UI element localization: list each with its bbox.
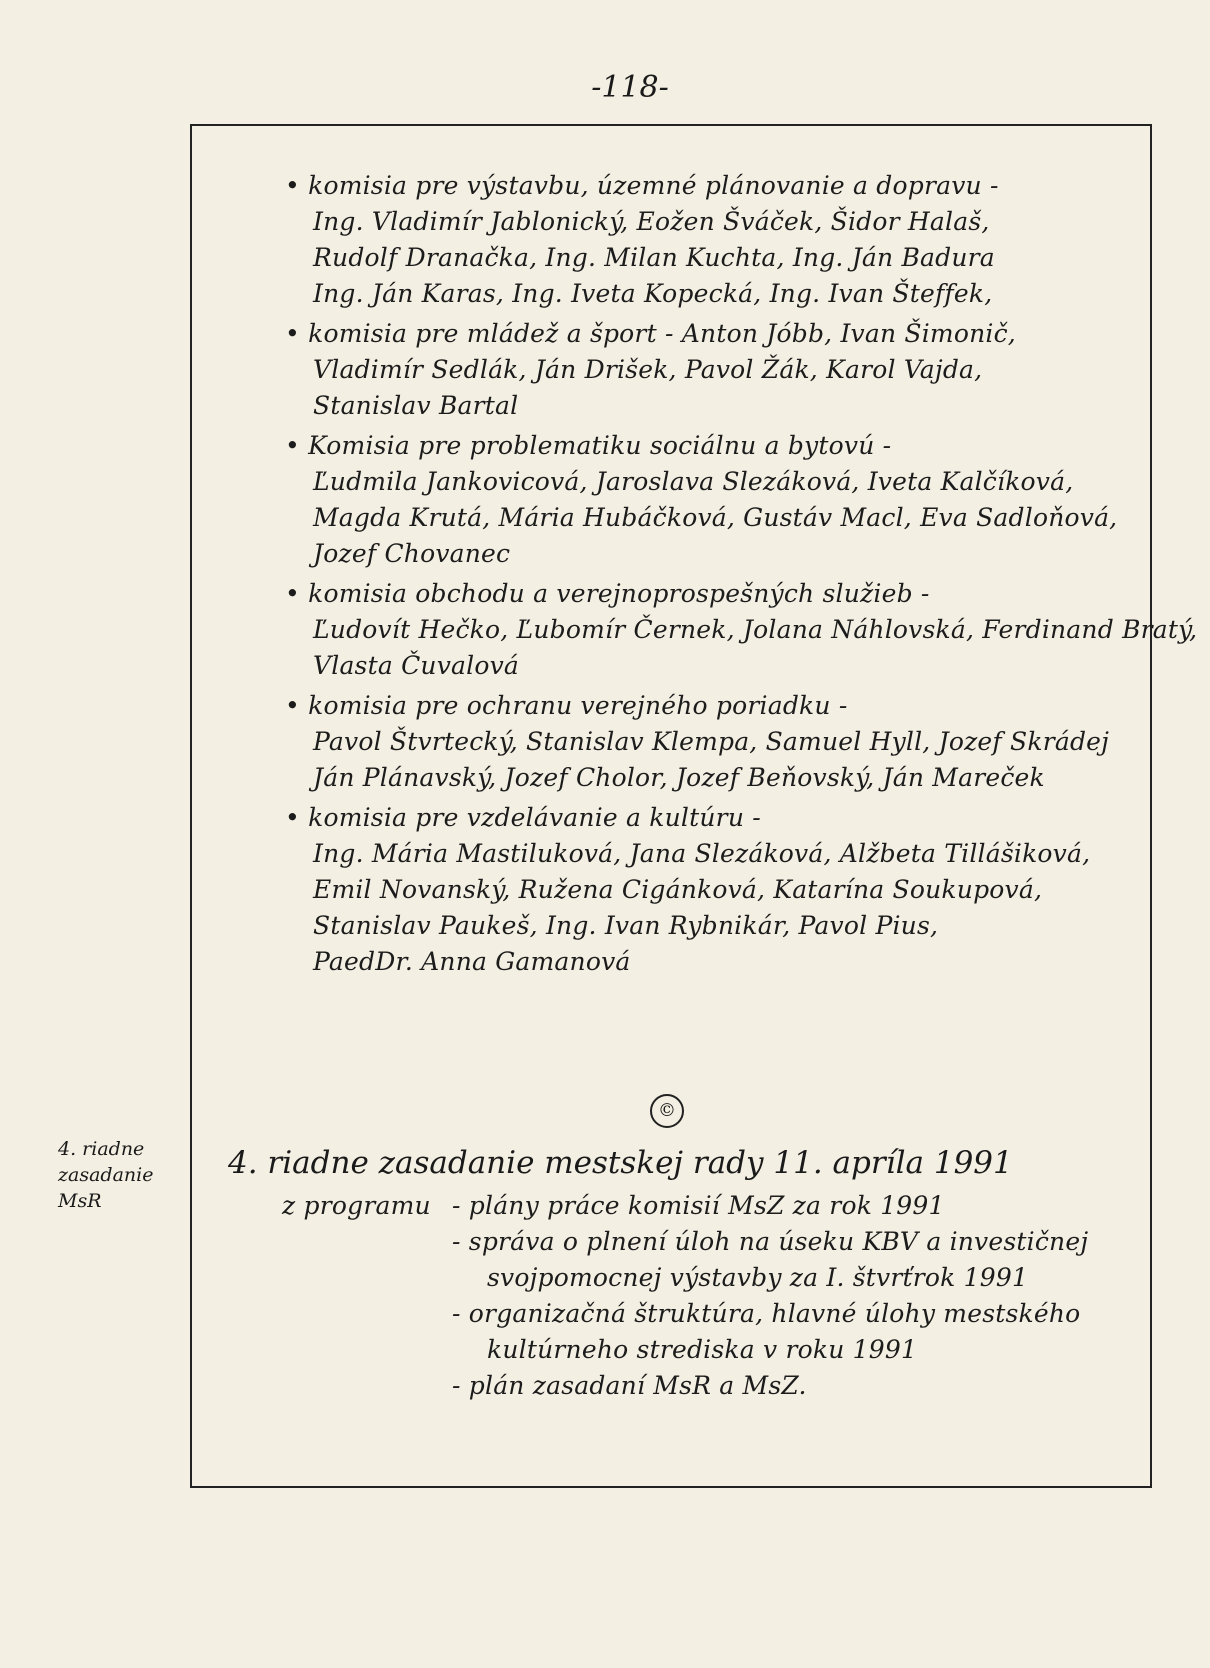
program-item: - správa o plnení úloh na úseku KBV a investičnej xyxy=(452,1227,1089,1256)
commission-title: • komisia pre mládež a šport - Anton Jóbb, Ivan Šimonič, xyxy=(285,316,1145,352)
commission-entry xyxy=(285,316,1145,424)
members-line: Ľudmila Jankovicová, Jaroslava Slezáková, Iveta Kalčíková, xyxy=(313,467,1074,496)
program-item: - organizačná štruktúra, hlavné úlohy mestského xyxy=(452,1299,1081,1328)
program-row xyxy=(282,1296,1152,1332)
margin-note-line: 4. riadne xyxy=(58,1138,145,1160)
program-list xyxy=(282,1188,1152,1404)
commission-title: • komisia obchodu a verejnoprospešných služieb - xyxy=(285,576,1145,612)
commission-members xyxy=(285,352,1145,424)
commission-list xyxy=(285,168,1198,984)
commission-entry xyxy=(285,800,1145,980)
members-line: Ľudovít Hečko, Ľubomír Černek, Jolana Náhlovská, Ferdinand Bratý, xyxy=(313,615,1198,644)
commission-members xyxy=(285,612,1198,684)
members-line: Jozef Chovanec xyxy=(313,539,511,568)
members-line: Pavol Štvrtecký, Stanislav Klempa, Samuel Hyll, Jozef Skrádej xyxy=(313,727,1110,756)
program-row xyxy=(282,1368,1152,1404)
margin-note-line: MsR xyxy=(58,1190,102,1212)
copyright-icon: © xyxy=(650,1094,684,1128)
commission-members xyxy=(285,464,1145,572)
margin-note-line: zasadanie xyxy=(58,1164,154,1186)
members-line: Stanislav Paukeš, Ing. Ivan Rybnikár, Pavol Pius, xyxy=(313,911,939,940)
members-line: Vladimír Sedlák, Ján Drišek, Pavol Žák, Karol Vajda, xyxy=(313,355,983,384)
program-item: - plány práce komisií MsZ za rok 1991 xyxy=(452,1191,945,1220)
members-line: Rudolf Dranačka, Ing. Milan Kuchta, Ing. Ján Badura xyxy=(313,243,995,272)
members-line: Vlasta Čuvalová xyxy=(313,651,520,680)
page-number: -118- xyxy=(591,70,669,105)
meeting-section xyxy=(228,1140,1148,1186)
commission-title: • Komisia pre problematiku sociálnu a bytovú - xyxy=(285,428,1145,464)
commission-title: • komisia pre vzdelávanie a kultúru - xyxy=(285,800,1145,836)
commission-entry xyxy=(285,576,1198,684)
commission-entry xyxy=(285,428,1145,572)
commission-title: • komisia pre výstavbu, územné plánovanie a dopravu - xyxy=(285,168,1145,204)
program-item: - plán zasadaní MsR a MsZ. xyxy=(452,1371,807,1400)
commission-members xyxy=(285,836,1145,980)
meeting-heading: 4. riadne zasadanie mestskej rady 11. apríla 1991 xyxy=(228,1145,1013,1181)
program-label: z programu xyxy=(282,1191,431,1220)
members-line: Emil Novanský, Ružena Cigánková, Katarína Soukupová, xyxy=(313,875,1043,904)
members-line: PaedDr. Anna Gamanová xyxy=(313,947,631,976)
members-line: Ing. Mária Mastiluková, Jana Slezáková, Alžbeta Tillášiková, xyxy=(313,839,1091,868)
commission-members xyxy=(285,724,1145,796)
commission-members xyxy=(285,204,1145,312)
commission-title: • komisia pre ochranu verejného poriadku - xyxy=(285,688,1145,724)
program-item-continuation: svojpomocnej výstavby za I. štvrťrok 1991 xyxy=(487,1263,1029,1292)
members-line: Ing. Vladimír Jablonický, Eožen Šváček, Šidor Halaš, xyxy=(313,207,990,236)
members-line: Magda Krutá, Mária Hubáčková, Gustáv Macl, Eva Sadloňová, xyxy=(313,503,1118,532)
margin-note xyxy=(58,1136,198,1214)
members-line: Ján Plánavský, Jozef Cholor, Jozef Beňovský, Ján Mareček xyxy=(313,763,1045,792)
commission-entry xyxy=(285,688,1145,796)
program-row xyxy=(282,1224,1152,1260)
program-item-continuation: kultúrneho strediska v roku 1991 xyxy=(487,1335,918,1364)
program-row xyxy=(282,1188,1152,1224)
members-line: Stanislav Bartal xyxy=(313,391,519,420)
members-line: Ing. Ján Karas, Ing. Iveta Kopecká, Ing. Ivan Šteffek, xyxy=(313,279,993,308)
commission-entry xyxy=(285,168,1145,312)
